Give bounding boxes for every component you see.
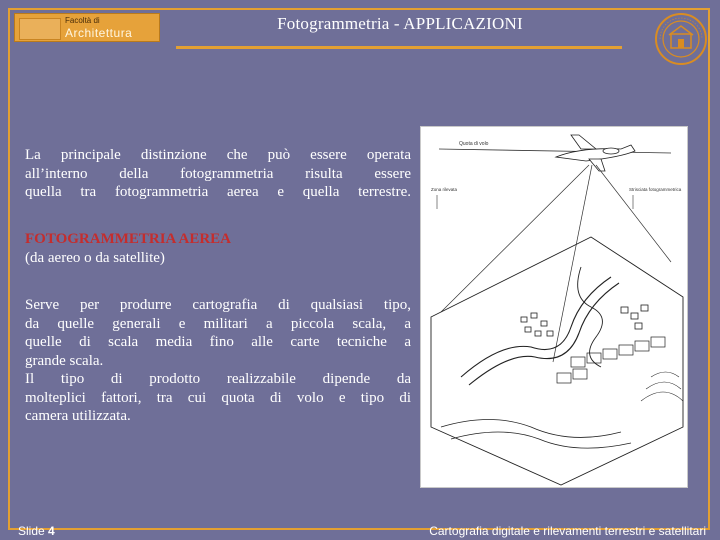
description-paragraph [25, 296, 411, 426]
flight-line [439, 149, 671, 153]
slide-number: 4 [48, 524, 55, 538]
description-line: Serve per produrre cartografia di qualsiasi tipo, [25, 297, 411, 313]
description-line: da quelle generali e militari a piccola scala, a [25, 315, 411, 332]
section-heading: FOTOGRAMMETRIA AEREA [25, 231, 231, 247]
description-line: molteplici fattori, tra cui quota di volo e tipo di [25, 389, 411, 406]
intro-line: all’interno della fotogrammetria risulta essere [25, 165, 411, 182]
slide-number-label [18, 524, 55, 538]
description-line: Il tipo di prodotto realizzabile dipende da [25, 371, 411, 387]
left-label: Zona rilevata [431, 187, 458, 192]
title-underline [176, 46, 622, 49]
slide-label: Slide [18, 524, 45, 538]
river-bank-2 [469, 283, 619, 385]
airplane-icon [556, 135, 635, 171]
aerial-photogrammetry-drawing [420, 126, 688, 488]
slide-title: Fotogrammetria - APPLICAZIONI [277, 14, 523, 33]
drawing-svg [421, 127, 687, 487]
view-cone-left [441, 165, 589, 312]
intro-paragraph [25, 146, 411, 202]
right-label: Strisciata fotogrammetrica [629, 187, 682, 192]
section-subheading: (da aereo o da satellite) [25, 249, 165, 266]
logo-line1: Facoltà di [65, 16, 100, 25]
aerial-section [25, 230, 411, 267]
intro-line: La principale distinzione che può essere operata [25, 147, 411, 163]
description-line: camera utilizzata. [25, 408, 131, 424]
river-bank-1 [461, 277, 611, 377]
flight-label: Quota di volo [459, 141, 489, 147]
description-line: grande scala. [25, 352, 104, 369]
university-seal-icon [654, 12, 708, 66]
road [578, 267, 603, 367]
description-line: quelle di scala media fino alle carte tecniche a [25, 334, 411, 350]
course-title: Cartografia digitale e rilevamenti terrestri e satellitari [429, 524, 706, 538]
logo-mark-icon [19, 18, 61, 40]
terrain-outline [431, 237, 683, 485]
faculty-logo [14, 13, 160, 42]
intro-line: quella tra fotogrammetria aerea e quella terrestre. [25, 184, 411, 200]
logo-line2: Architettura [65, 26, 133, 40]
